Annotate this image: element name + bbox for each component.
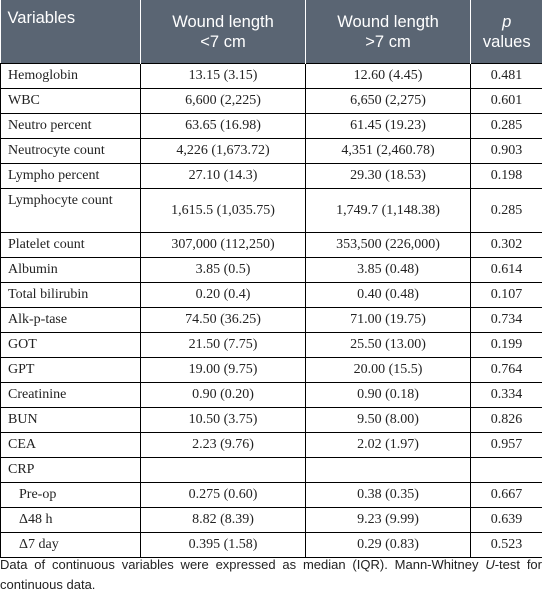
row-p-value: 0.198 [471,164,542,189]
table-row [1,233,542,258]
row-value-gt7: 353,500 (226,000) [306,233,471,258]
header-p-values [471,0,542,64]
row-p-value: 0.667 [471,483,542,508]
row-value-lt7: 0.20 (0.4) [141,283,306,308]
header-variables: Variables [1,0,141,64]
row-value-gt7: 71.00 (19.75) [306,308,471,333]
row-p-value: 0.199 [471,333,542,358]
row-p-value: 0.601 [471,89,542,114]
row-value-lt7: 21.50 (7.75) [141,333,306,358]
row-label: WBC [1,89,141,114]
row-label: Creatinine [1,383,141,408]
row-p-value: 0.481 [471,64,542,89]
row-value-lt7: 10.50 (3.75) [141,408,306,433]
row-label: Lymphocyte count [1,189,141,233]
header-wound-gt7-line1: Wound length [337,12,439,31]
header-wound-gt7-line2: >7 cm [365,32,411,51]
row-p-value: 0.826 [471,408,542,433]
row-value-lt7: 2.23 (9.76) [141,433,306,458]
row-label: Hemoglobin [1,64,141,89]
table-row [1,114,542,139]
row-label: CRP [1,458,141,483]
row-label: Albumin [1,258,141,283]
row-value-gt7: 6,650 (2,275) [306,89,471,114]
row-value-lt7: 0.90 (0.20) [141,383,306,408]
footnote-u-italic: U [485,557,495,572]
row-value-lt7: 0.275 (0.60) [141,483,306,508]
row-value-gt7: 9.50 (8.00) [306,408,471,433]
table-row [1,383,542,408]
table-row [1,483,542,508]
row-label: Δ48 h [1,508,141,533]
row-p-value: 0.334 [471,383,542,408]
header-wound-lt7 [141,0,306,64]
row-p-value: 0.285 [471,189,542,233]
header-p-line2: values [482,32,531,51]
row-p-value: 0.639 [471,508,542,533]
row-p-value: 0.614 [471,258,542,283]
row-value-gt7: 20.00 (15.5) [306,358,471,383]
row-value-lt7: 8.82 (8.39) [141,508,306,533]
row-label: BUN [1,408,141,433]
row-label: GOT [1,333,141,358]
row-p-value: 0.523 [471,533,542,558]
row-value-gt7 [306,458,471,483]
header-wound-lt7-line1: Wound length [172,12,274,31]
row-value-lt7: 27.10 (14.3) [141,164,306,189]
row-value-gt7: 0.40 (0.48) [306,283,471,308]
table-row [1,308,542,333]
row-value-gt7: 0.29 (0.83) [306,533,471,558]
row-value-gt7: 25.50 (13.00) [306,333,471,358]
row-value-gt7: 4,351 (2,460.78) [306,139,471,164]
row-p-value: 0.107 [471,283,542,308]
row-value-gt7: 3.85 (0.48) [306,258,471,283]
row-label: CEA [1,433,141,458]
row-label: Neutro percent [1,114,141,139]
row-value-gt7: 0.90 (0.18) [306,383,471,408]
header-p-italic: p [502,12,512,31]
row-value-lt7: 19.00 (9.75) [141,358,306,383]
row-label: Δ7 day [1,533,141,558]
table-row [1,283,542,308]
row-value-gt7: 1,749.7 (1,148.38) [306,189,471,233]
row-value-lt7: 74.50 (36.25) [141,308,306,333]
row-p-value: 0.957 [471,433,542,458]
row-p-value: 0.903 [471,139,542,164]
row-value-lt7: 4,226 (1,673.72) [141,139,306,164]
row-value-gt7: 12.60 (4.45) [306,64,471,89]
table-row [1,433,542,458]
row-label: GPT [1,358,141,383]
row-p-value: 0.764 [471,358,542,383]
row-label: Alk-p-tase [1,308,141,333]
row-value-lt7: 1,615.5 (1,035.75) [141,189,306,233]
row-value-gt7: 61.45 (19.23) [306,114,471,139]
row-p-value [471,458,542,483]
row-value-lt7: 307,000 (112,250) [141,233,306,258]
row-value-gt7: 29.30 (18.53) [306,164,471,189]
header-wound-gt7 [306,0,471,64]
row-value-lt7: 6,600 (2,225) [141,89,306,114]
table-row [1,139,542,164]
row-value-gt7: 9.23 (9.99) [306,508,471,533]
table-row [1,358,542,383]
header-wound-lt7-line2: <7 cm [200,32,246,51]
table-row [1,458,542,483]
row-value-lt7 [141,458,306,483]
row-label: Lympho percent [1,164,141,189]
row-label: Pre-op [1,483,141,508]
table-body [1,64,542,558]
table-row [1,508,542,533]
table-header [1,0,542,64]
row-value-lt7: 0.395 (1.58) [141,533,306,558]
row-p-value: 0.285 [471,114,542,139]
table-row [1,64,542,89]
table-row [1,258,542,283]
row-value-lt7: 13.15 (3.15) [141,64,306,89]
table-row [1,189,542,233]
table-row [1,89,542,114]
table-row [1,533,542,558]
table-row [1,408,542,433]
table-row [1,164,542,189]
row-value-gt7: 0.38 (0.35) [306,483,471,508]
row-label: Neutrocyte count [1,139,141,164]
table-footnote: Data of continuous variables were expressed as median (IQR). Mann-Whitney U-test for continuous data. [0,557,542,592]
row-value-gt7: 2.02 (1.97) [306,433,471,458]
row-p-value: 0.734 [471,308,542,333]
row-label: Platelet count [1,233,141,258]
row-value-lt7: 63.65 (16.98) [141,114,306,139]
row-label: Total bilirubin [1,283,141,308]
row-value-lt7: 3.85 (0.5) [141,258,306,283]
table-row [1,333,542,358]
row-p-value: 0.302 [471,233,542,258]
